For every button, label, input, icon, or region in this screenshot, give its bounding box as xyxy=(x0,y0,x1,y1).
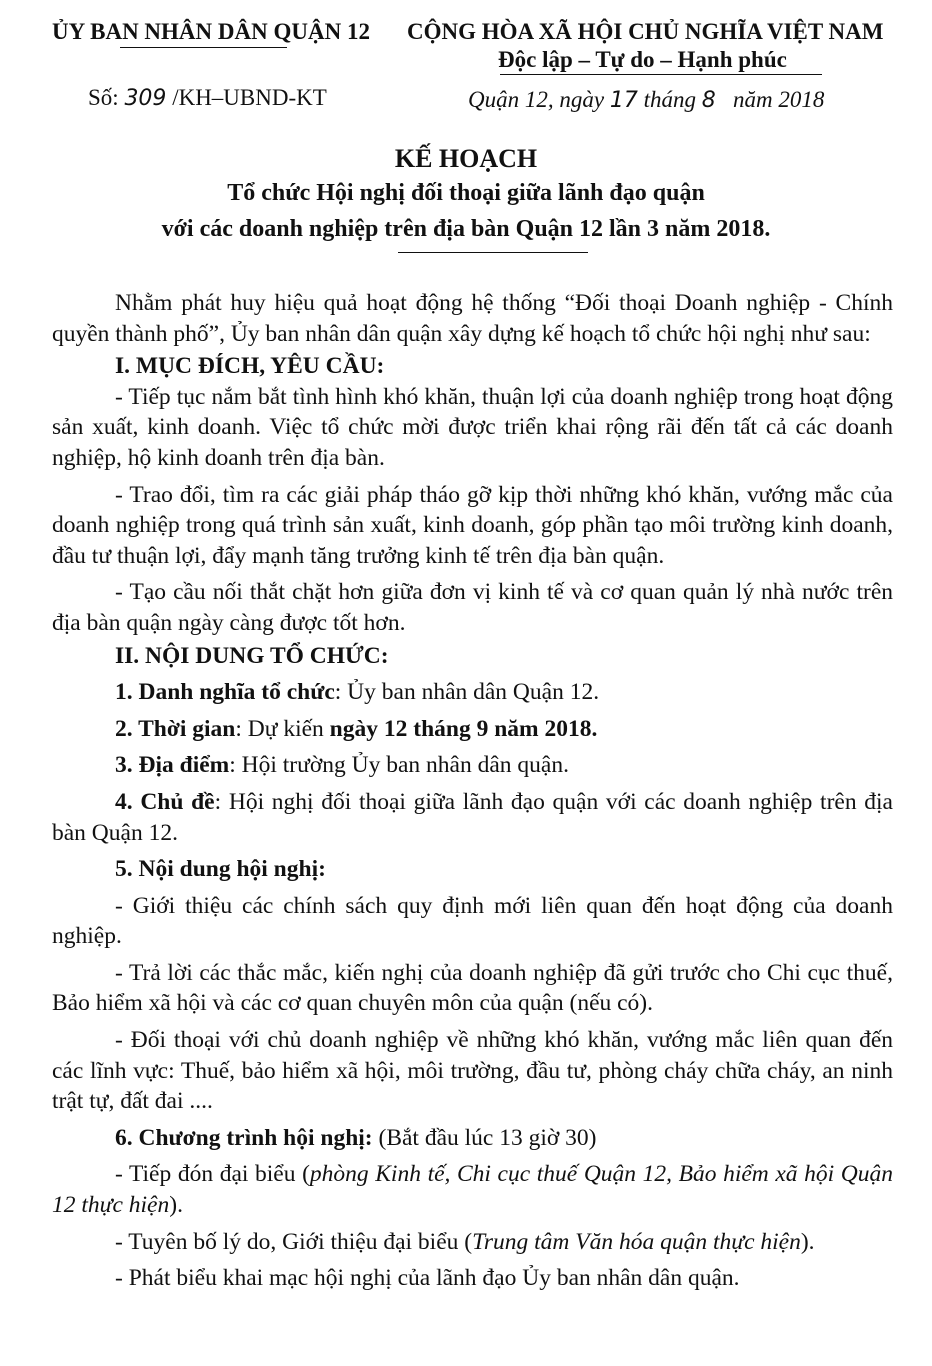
motto-underline xyxy=(500,74,822,75)
item-1 xyxy=(52,677,893,708)
item-5-paragraph-1: - Giới thiệu các chính sách quy định mới liên quan đến hoạt động của doanh nghiệp. xyxy=(52,892,893,950)
section-1-heading: I. MỤC ĐÍCH, YÊU CẦU: xyxy=(115,353,385,380)
document-number xyxy=(88,84,327,113)
item-3-text: : Hội trường Ủy ban nhân dân quận. xyxy=(229,752,569,779)
item-6-label: 6. Chương trình hội nghị: xyxy=(115,1124,373,1151)
item-5 xyxy=(52,854,893,885)
date-month-label: tháng xyxy=(643,87,696,112)
item-2-text: : Dự kiến xyxy=(235,715,330,742)
item-3 xyxy=(52,750,893,781)
item-6-paragraph-2 xyxy=(52,1227,893,1258)
item-1-text: : Ủy ban nhân dân Quận 12. xyxy=(334,679,600,706)
national-title: CỘNG HÒA XÃ HỘI CHỦ NGHĨA VIỆT NAM xyxy=(407,19,884,44)
item-6-p1-end: ). xyxy=(169,1192,183,1219)
document-title: KẾ HOẠCH xyxy=(394,144,538,173)
item-6-p2-italic: Trung tâm Văn hóa quận thực hiện xyxy=(472,1228,801,1255)
item-6-paragraph-3: - Phát biểu khai mạc hội nghị của lãnh đạo Ủy ban nhân dân quận. xyxy=(115,1265,740,1292)
item-6-p2-start: - Tuyên bố lý do, Giới thiệu đại biểu ( xyxy=(115,1228,473,1255)
item-2-label: 2. Thời gian xyxy=(115,715,236,742)
item-4-label: 4. Chủ đề xyxy=(115,788,215,815)
document-number-suffix: /KH–UBND-KT xyxy=(172,85,327,110)
item-6 xyxy=(52,1123,893,1154)
document-body xyxy=(52,288,893,1294)
section-1-paragraph-2: - Trao đổi, tìm ra các giải pháp tháo gỡ kịp thời những khó khăn, vướng mắc của doanh nghiệp trong quá trình sản xuất, kinh doanh, góp phần tạo môi trường kinh doanh, đầu tư thuận lợi, đẩy mạnh tăng trưởng kinh tế trên địa bàn quận. xyxy=(52,481,893,569)
section-1-paragraph-3: - Tạo cầu nối thắt chặt hơn giữa đơn vị kinh tế và cơ quan quản lý nhà nước trên địa bàn quận ngày càng được tốt hơn. xyxy=(52,579,893,636)
title-underline xyxy=(398,252,588,253)
item-5-paragraph-2: - Trả lời các thắc mắc, kiến nghị của doanh nghiệp đã gửi trước cho Chi cục thuế, Bảo hiểm xã hội và các cơ quan chuyên môn của quận (nếu có). xyxy=(52,959,893,1017)
item-5-paragraph-3: - Đối thoại với chủ doanh nghiệp về những khó khăn, vướng mắc liên quan đến các lĩnh vực: Thuế, bảo hiểm xã hội, môi trường, đầu tư, phòng cháy chữa cháy, an ninh trật tự, đất đai .... xyxy=(52,1027,893,1115)
document-subtitle-line2: với các doanh nghiệp trên địa bàn Quận 12 lần 3 năm 2018. xyxy=(161,216,771,242)
date-day-handwritten: 17 xyxy=(609,88,638,113)
item-4-text: : Hội nghị đối thoại giữa lãnh đạo quận với các doanh nghiệp trên địa bàn Quận 12. xyxy=(52,788,893,846)
date-month-handwritten: 8 xyxy=(701,88,716,113)
item-6-text: (Bắt đầu lúc 13 giờ 30) xyxy=(372,1124,597,1151)
date-year: năm 2018 xyxy=(732,87,825,112)
item-3-label: 3. Địa điểm xyxy=(115,752,230,779)
item-6-p1-start: - Tiếp đón đại biểu ( xyxy=(115,1161,310,1188)
date-prefix: Quận 12, ngày xyxy=(468,87,605,112)
issuing-body-underline xyxy=(120,47,287,48)
item-6-paragraph-1 xyxy=(52,1159,893,1220)
document-subtitle-line1: Tổ chức Hội nghị đối thoại giữa lãnh đạo quận xyxy=(227,180,705,206)
section-2-heading: II. NỘI DUNG TỔ CHỨC: xyxy=(115,642,389,669)
item-1-label: 1. Danh nghĩa tổ chức xyxy=(115,679,335,706)
item-2 xyxy=(52,714,893,745)
intro-paragraph: Nhằm phát huy hiệu quả hoạt động hệ thống “Đối thoại Doanh nghiệp - Chính quyền thành phố”, Ủy ban nhân dân quận xây dựng kế hoạch tổ chức hội nghị như sau: xyxy=(52,290,893,347)
item-2-date: ngày 12 tháng 9 năm 2018. xyxy=(329,715,598,742)
item-5-label: 5. Nội dung hội nghị: xyxy=(115,856,326,883)
item-6-p1-italic: phòng Kinh tế, Chi cục thuế Quận 12, Bảo hiểm xã hội Quận 12 thực hiện xyxy=(52,1161,894,1219)
item-6-p2-end: ). xyxy=(800,1228,815,1255)
document-number-prefix: Số: xyxy=(88,85,119,110)
document-number-handwritten: 309 xyxy=(124,86,167,111)
item-4 xyxy=(52,787,893,848)
section-1-paragraph-1: - Tiếp tục nắm bắt tình hình khó khăn, thuận lợi của doanh nghiệp trong hoạt động sản xuất, kinh doanh. Việc tổ chức mời được triển khai rộng rãi đến tất cả các doanh nghiệp, hộ kinh doanh trên địa bàn. xyxy=(52,383,893,471)
document-date xyxy=(468,86,824,115)
issuing-body: ỦY BAN NHÂN DÂN QUẬN 12 xyxy=(52,19,370,44)
national-motto: Độc lập – Tự do – Hạnh phúc xyxy=(498,47,787,72)
